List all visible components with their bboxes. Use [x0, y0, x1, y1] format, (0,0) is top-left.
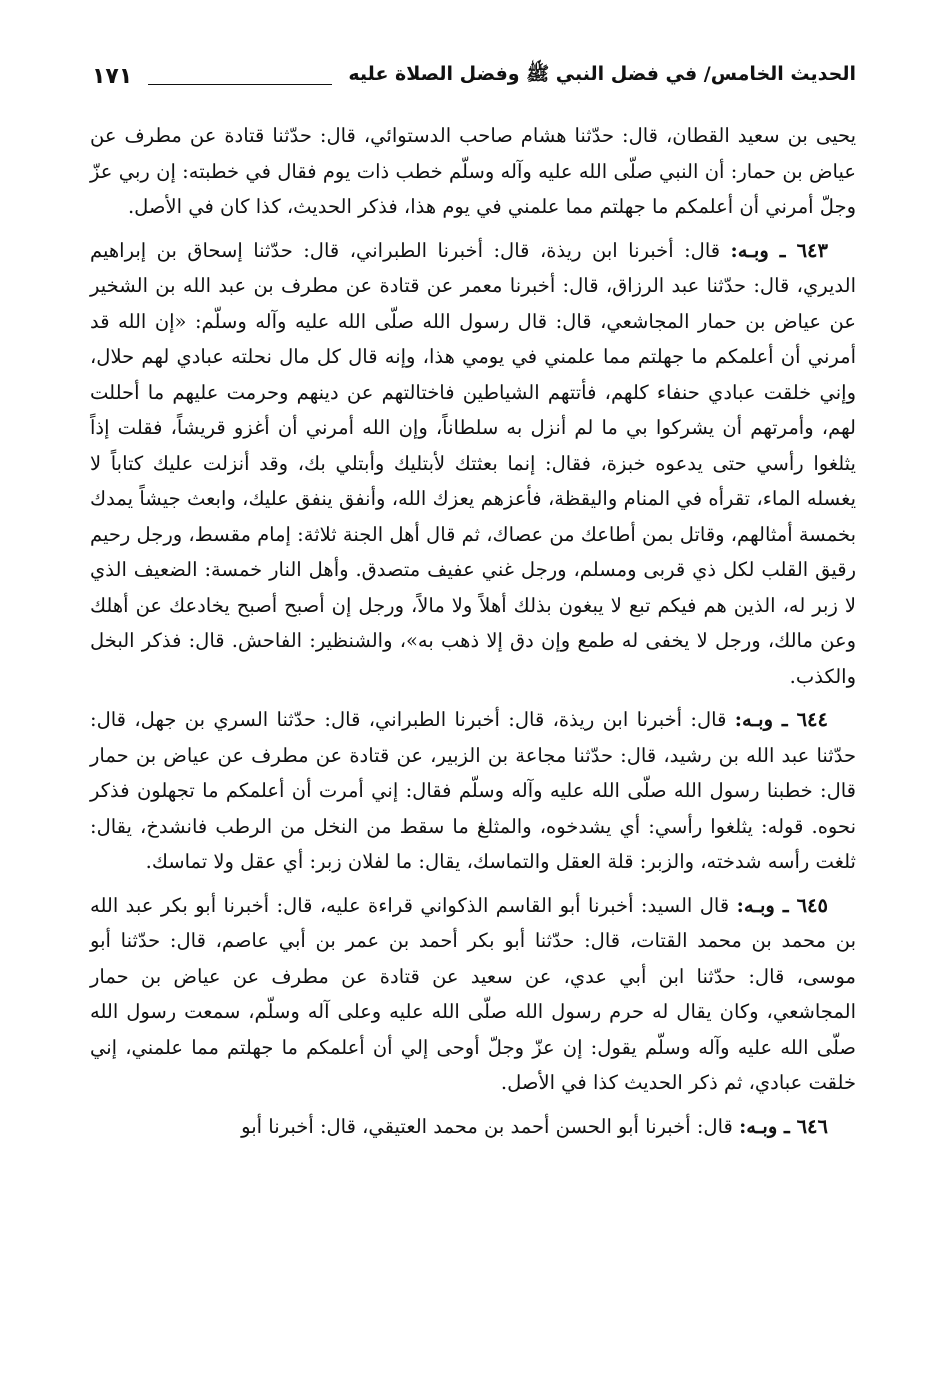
paragraph-text: يحيى بن سعيد القطان، قال: حدّثنا هشام صاحب الدستوائي، قال: حدّثنا قتادة عن مطرف عن عياض بن حمار: أن النبي صلّى الله عليه وآله وسلّم خطب ذات يوم فقال في خطبته: إن ربي عزّ وجلّ أمرني أن أعلمكم ما جهلتم مما علمني في يوم هذا، فذكر الحديث، كذا كان في الأصل. [90, 124, 856, 218]
hadith-number: ٦٤٥ ـ وبـه: [736, 893, 828, 917]
running-header [92, 56, 856, 96]
paragraph-text: قال السيد: أخبرنا أبو القاسم الذكواني قراءة عليه، قال: أخبرنا أبو بكر عبد الله بن محمد بن محمد القتات، قال: حدّثنا أبو بكر أحمد بن عمر بن أبي عاصم، قال: حدّثنا أبو موسى، قال: حدّثنا ابن أبي عدي، عن سعيد عن قتادة عن مطرف عن عياض بن حمار المجاشعي، وكان يقال له حرم رسول الله صلّى الله عليه وعلى آله وسلّم، سمعت رسول الله صلّى الله عليه وآله وسلّم يقول: إن عزّ وجلّ أوحى إلي أن أعلمكم ما جهلتم مما علمني، إني خلقت عبادي، ثم ذكر الحديث كذا في الأصل. [90, 893, 856, 1094]
header-rule [148, 84, 332, 85]
page-number: ١٧١ [92, 63, 133, 89]
paragraph-text: قال: أخبرنا ابن ريذة، قال: أخبرنا الطبراني، قال: حدّثنا السري بن جهل، قال: حدّثنا عبد الله بن رشيد، قال: حدّثنا مجاعة بن الزبير، عن قتادة عن مطرف عن عياض بن حمار قال: خطبنا رسول الله صلّى الله عليه وآله وسلّم فقال: إني أمرت أن أعلمكم ما تجهلون فذكر نحوه. قوله: يثلغوا رأسي: أي يشدخوه، والمثلغ ما سقط من النخل من الرطب فانشدخ، يقال: ثلغت رأسه شدخته، والزبر: قلة العقل والتماسك، يقال: ما لفلان زبر: أي عقل ولا تماسك. [90, 708, 856, 873]
hadith-644 [90, 702, 856, 880]
paragraph-continuation [90, 118, 856, 225]
body-text [90, 118, 856, 1144]
hadith-643 [90, 233, 856, 695]
hadith-number: ٦٤٦ ـ وبـه: [739, 1114, 828, 1138]
hadith-645 [90, 888, 856, 1101]
paragraph-text: قال: أخبرنا ابن ريذة، قال: أخبرنا الطبراني، قال: حدّثنا إسحاق بن إبراهيم الديري، قال: حدّثنا عبد الرزاق، قال: أخبرنا معمر عن قتادة عن مطرف بن عبد الله بن الشخير عن عياض بن حمار المجاشعي، قال: قال رسول الله صلّى الله عليه وآله وسلّم: «إن الله قد أمرني أن أعلمكم ما جهلتم مما علمني في يومي هذا، وإنه قال كل مال نحلته عبادي لهم حلال، وإني خلقت عبادي حنفاء كلهم، فأتتهم الشياطين فاختالتهم عن دينهم وحرمت عليهم ما أحللت لهم، وأمرتهم أن يشركوا بي ما لم أنزل به سلطاناً، وإن الله أمرني أن أغزو قريشاً، فقلت إذاً يثلغوا رأسي حتى يدعوه خبزة، فقال: إنما بعثتك لأبتليك وأبتلي بك، وقد أنزلت عليك كتاباً لا يغسله الماء، تقرأه في المنام واليقظة، فأعزهم يعزك الله، وأنفق ينفق عليك، وابعث جيشاً يمدك بخمسة أمثالهم، وقاتل بمن أطاعك من عصاك، ثم قال أهل الجنة ثلاثة: إمام مقسط، ورجل رحيم رقيق القلب لكل ذي قربى ومسلم، ورجل غني عفيف متصدق. وأهل النار خمسة: الضعيف الذي لا زبر له، الذين هم فيكم تبع لا يبغون بذلك أهلاً ولا مالاً، ورجل إن أصبح أصبح يخادعك عن أهلك وعن مالك، ورجل لا يخفى له طمع وإن دق إلا ذهب به»، والشنظير: الفاحش. قال: فذكر البخل والكذب. [90, 238, 856, 688]
paragraph-text: قال: أخبرنا أبو الحسن أحمد بن محمد العتيقي، قال: أخبرنا أبو [241, 1114, 740, 1138]
running-title: الحديث الخامس/ في فضل النبي ﷺ وفضل الصلاة عليه [348, 63, 856, 85]
hadith-646 [90, 1109, 856, 1145]
hadith-number: ٦٤٣ ـ وبـه: [730, 238, 828, 262]
hadith-number: ٦٤٤ ـ وبـه: [734, 708, 828, 731]
